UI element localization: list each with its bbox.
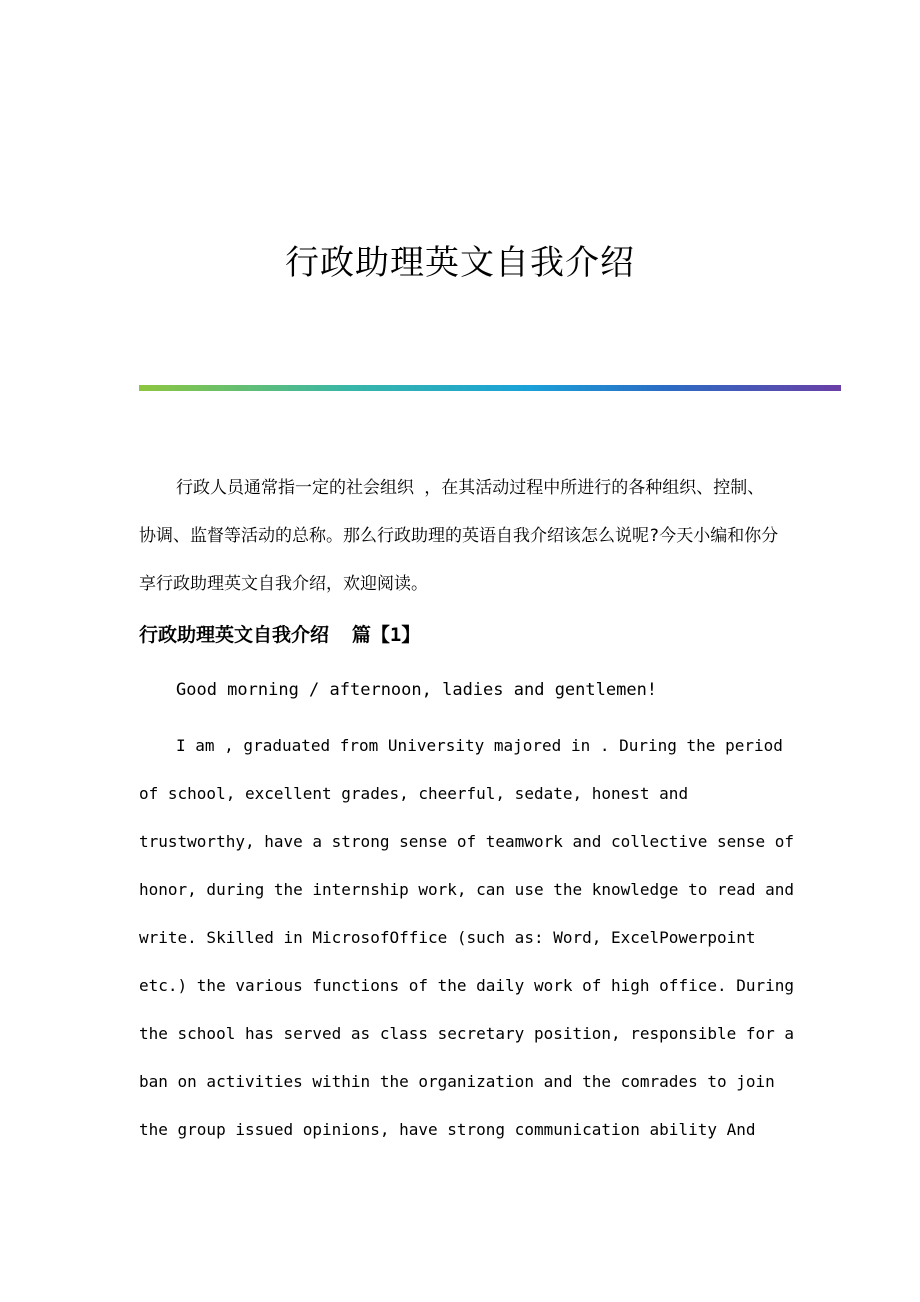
body-line: I am , graduated from University majored in . During the period xyxy=(176,736,783,755)
body-line: the school has served as class secretary position, responsible for a xyxy=(139,1024,795,1043)
body-line: trustworthy, have a strong sense of teamwork and collective sense of xyxy=(139,832,795,851)
body-line: of school, excellent grades, cheerful, sedate, honest and xyxy=(139,784,689,803)
body-line: the group issued opinions, have strong communication ability And xyxy=(139,1120,756,1139)
body-line: ban on activities within the organization and the comrades to join xyxy=(139,1072,775,1091)
greeting-line: Good morning / afternoon, ladies and gentlemen! xyxy=(176,680,658,700)
body-line: etc.) the various functions of the daily work of high office. During xyxy=(139,976,795,995)
body-line: write. Skilled in MicrosofOffice (such as: Word, ExcelPowerpoint xyxy=(139,928,756,947)
self-introduction-paragraph xyxy=(139,722,795,1154)
title-divider xyxy=(139,385,841,391)
intro-paragraph: 行政人员通常指一定的社会组织 ，在其活动过程中所进行的各种组织、控制、协调、监督等活动的总称。那么行政助理的英语自我介绍该怎么说呢?今天小编和你分享行政助理英文自我介绍，欢迎阅读。 xyxy=(139,478,779,594)
section-heading: 行政助理英文自我介绍 篇【1】 xyxy=(139,624,421,646)
document-title: 行政助理英文自我介绍 xyxy=(285,242,635,283)
body-line: honor, during the internship work, can use the knowledge to read and xyxy=(139,880,795,899)
document-body xyxy=(139,464,795,1154)
